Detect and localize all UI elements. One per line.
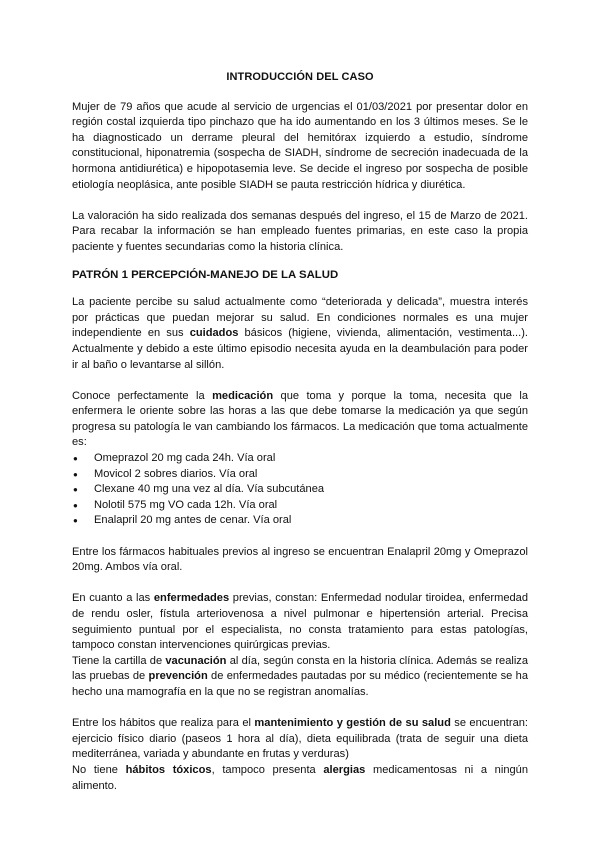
keyword-enfermedades: enfermedades xyxy=(153,592,230,605)
list-item: ● Nolotil 575 mg VO cada 12h. Vía oral xyxy=(94,498,528,514)
document-page xyxy=(72,70,528,794)
document-title: INTRODUCCIÓN DEL CASO xyxy=(226,71,374,83)
habits-paragraph: Entre los hábitos que realiza para el mantenimiento y gestión de su salud se encuentran: ejercicio físico diario (paseos 1 hora al día), dieta equilibrada (trata de seguir una dieta mediterránea, variada y abundante en frutas y verduras) xyxy=(72,717,528,761)
intro-paragraph-1: Mujer de 79 años que acude al servicio de urgencias el 01/03/2021 por presentar dolor en región costal izquierda tipo pinchazo que ha ido aumentando en los 3 últimos meses. Se le ha diagnosticado un derrame pleural del hemitórax izquierdo a estudio, síndrome constitucional, hiponatremia (sospecha de SIADH, síndrome de secreción inadecuada de la hormona antidiurética) e hipopotasemia leve. Se decide el ingreso por sospecha de posible etiología neoplásica, ante posible SIADH se pauta restricción hídrica y diurética. xyxy=(72,100,528,191)
medication-list xyxy=(72,451,528,529)
diseases-paragraph: En cuanto a las enfermedades previas, constan: Enfermedad nodular tiroidea, enfermedad de rendu osler, fístula arteriovenosa a nivel pulmonar e hipertensión arterial. Precisa seguimiento puntual por el especialista, no consta tratamiento para estas patologías, tampoco constan intervenciones quirúrgicas previas. xyxy=(72,592,528,652)
keyword-prevencion: prevención xyxy=(148,670,208,683)
keyword-alergias: alergias xyxy=(323,763,366,776)
keyword-habitos-toxicos: hábitos tóxicos xyxy=(125,763,212,776)
list-item: ● Clexane 40 mg una vez al día. Vía subcutánea xyxy=(94,482,528,498)
keyword-cuidados: cuidados xyxy=(189,327,239,340)
keyword-vacunacion: vacunación xyxy=(165,654,227,667)
medication-paragraph: Conoce perfectamente la medicación que toma y porque la toma, necesita que la enfermera le oriente sobre las horas a las que debe tomarse la medicación ya que según progresa su patología le van cambiando los fármacos. La medicación que toma actualmente es: xyxy=(72,389,528,449)
toxic-habits-paragraph: No tiene hábitos tóxicos, tampoco presenta alergias medicamentosas ni a ningún alimento. xyxy=(72,763,528,792)
vaccination-paragraph: Tiene la cartilla de vacunación al día, según consta en la historia clínica. Además se realiza las pruebas de prevención de enfermedades pautadas por su médico (recientemente se ha hecho una mamografía en la que no se registran anomalías. xyxy=(72,654,529,698)
section-heading: PATRÓN 1 PERCEPCIÓN-MANEJO DE LA SALUD xyxy=(72,268,339,281)
list-item: ● Omeprazol 20 mg cada 24h. Vía oral xyxy=(94,451,528,467)
list-item: ● Enalapril 20 mg antes de cenar. Vía oral xyxy=(94,513,528,529)
keyword-mantenimiento: mantenimiento y gestión de su salud xyxy=(254,717,451,730)
previous-drugs-paragraph: Entre los fármacos habituales previos al ingreso se encuentran Enalapril 20mg y Omeprazol 20mg. Ambos vía oral. xyxy=(72,545,528,574)
health-perception-paragraph: La paciente percibe su salud actualmente como “deteriorada y delicada”, muestra interés por prácticas que puedan mejorar su salud. En condiciones normales es una mujer independiente en sus cuidados básicos (higiene, vivienda, alimentación, vestimenta...). Actualmente y debido a este último episodio necesita ayuda en la deambulación para poder ir al baño o levantarse al sillón. xyxy=(72,296,528,371)
list-item: ● Movicol 2 sobres diarios. Vía oral xyxy=(94,467,528,483)
keyword-medicacion: medicación xyxy=(212,389,274,402)
intro-paragraph-2: La valoración ha sido realizada dos semanas después del ingreso, el 15 de Marzo de 2021. Para recabar la información se han empleado fuentes primarias, en este caso la propia paciente y fuentes secundarias como la historia clínica. xyxy=(72,209,528,253)
